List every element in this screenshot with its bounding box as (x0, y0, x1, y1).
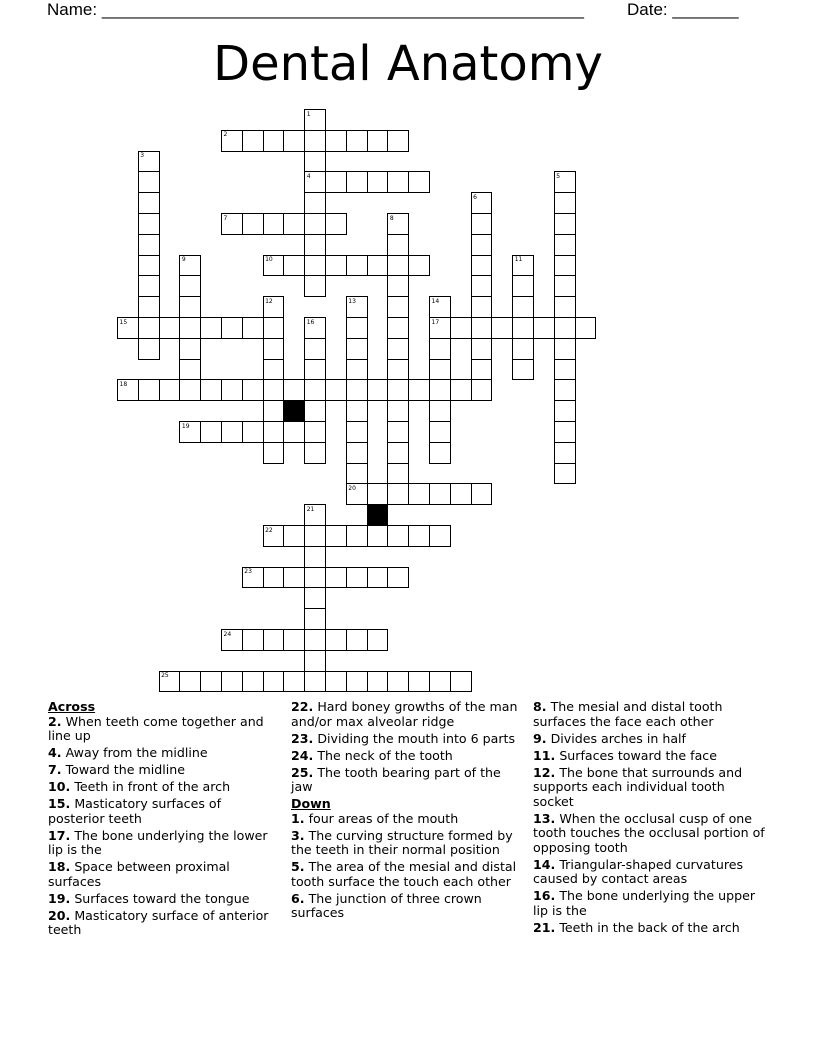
grid-cell[interactable] (387, 442, 409, 464)
grid-cell[interactable] (304, 671, 326, 693)
grid-cell[interactable] (367, 629, 389, 651)
grid-cell[interactable] (554, 400, 576, 422)
grid-cell[interactable] (387, 275, 409, 297)
grid-cell[interactable] (471, 296, 493, 318)
grid-cell[interactable] (325, 567, 347, 589)
clue-item-text: four areas of the mouth (304, 810, 459, 826)
clue-item (48, 763, 274, 778)
grid-cell[interactable] (554, 338, 576, 360)
clue-item-text: When teeth come together and line up (48, 713, 264, 743)
grid-cell[interactable] (429, 338, 451, 360)
clue-number: 22 (265, 526, 273, 534)
clue-item (533, 749, 765, 764)
clue-number: 16 (306, 318, 315, 326)
grid-cell[interactable] (387, 567, 409, 589)
grid-cell[interactable] (554, 379, 576, 401)
grid-cell[interactable] (304, 650, 326, 672)
grid-cell[interactable] (304, 192, 326, 214)
clue-item (533, 889, 765, 918)
clue-item-text: Dividing the mouth into 6 parts (313, 730, 516, 746)
clue-item (533, 812, 765, 856)
grid-cell[interactable] (429, 359, 451, 381)
grid-cell[interactable] (512, 359, 534, 381)
clue-item (291, 732, 523, 747)
grid-cell[interactable] (346, 130, 368, 152)
grid-cell[interactable] (554, 234, 576, 256)
grid-cell[interactable] (325, 671, 347, 693)
clue-item-text: Space between proximal surfaces (48, 859, 230, 889)
grid-cell[interactable] (200, 671, 222, 693)
clue-number: 5 (556, 172, 561, 180)
grid-cell[interactable] (450, 379, 472, 401)
clue-number: 17 (431, 318, 440, 326)
grid-cell[interactable] (408, 671, 430, 693)
grid-cell[interactable] (325, 379, 347, 401)
grid-cell[interactable] (283, 567, 305, 589)
grid-cell[interactable] (387, 421, 409, 443)
clue-number: 14 (431, 297, 440, 305)
across-heading: Across (48, 699, 96, 714)
grid-cell[interactable] (387, 400, 409, 422)
clue-item-number: 9. (533, 730, 547, 746)
clue-item (533, 858, 765, 887)
grid-cell[interactable] (263, 359, 285, 381)
clue-item-number: 5. (291, 859, 305, 874)
grid-cell[interactable] (138, 171, 160, 193)
grid-cell[interactable] (221, 379, 243, 401)
clue-item (533, 732, 765, 747)
grid-cell[interactable] (283, 629, 305, 651)
grid-cell[interactable] (429, 483, 451, 505)
grid-cell[interactable] (138, 234, 160, 256)
grid-cell[interactable] (304, 587, 326, 609)
grid-cell[interactable] (387, 359, 409, 381)
clue-item (291, 860, 523, 889)
grid-cell[interactable] (408, 171, 430, 193)
clue-item-text: Masticatory surfaces of posterior teeth (48, 796, 222, 826)
clue-number: 7 (223, 214, 228, 222)
grid-cell[interactable] (304, 234, 326, 256)
clue-item-number: 18. (48, 859, 71, 874)
clue-item (48, 892, 274, 907)
grid-cell[interactable] (554, 255, 576, 277)
grid-cell[interactable] (471, 379, 493, 401)
grid-cell[interactable] (242, 213, 264, 235)
clue-item (48, 829, 274, 858)
grid-cell[interactable] (304, 442, 326, 464)
grid-cell[interactable] (138, 379, 160, 401)
grid-cell[interactable] (283, 671, 305, 693)
grid-cell[interactable] (263, 213, 285, 235)
clue-item-number: 19. (48, 890, 71, 906)
clue-item-number: 15. (48, 796, 71, 811)
grid-cell[interactable] (138, 192, 160, 214)
clue-item-number: 24. (291, 747, 314, 763)
grid-cell[interactable] (367, 671, 389, 693)
grid-cell[interactable] (367, 525, 389, 547)
grid-cell[interactable] (387, 483, 409, 505)
grid-cell[interactable] (429, 379, 451, 401)
clue-item-number: 7. (48, 762, 62, 777)
grid-cell[interactable] (346, 359, 368, 381)
grid-cell[interactable] (263, 567, 285, 589)
grid-cell[interactable] (179, 671, 201, 693)
grid-cell[interactable] (408, 379, 430, 401)
grid-cell[interactable] (554, 359, 576, 381)
grid-cell[interactable] (304, 400, 326, 422)
clue-item-number: 6. (291, 890, 305, 906)
grid-cell[interactable] (200, 379, 222, 401)
clue-item-text: The tooth bearing part of the jaw (291, 764, 501, 794)
grid-cell[interactable] (346, 400, 368, 422)
grid-cell[interactable] (575, 317, 597, 339)
grid-cell[interactable] (304, 255, 326, 277)
grid-cell[interactable] (408, 525, 430, 547)
page-title: Dental Anatomy (213, 36, 603, 92)
clue-number: 6 (473, 193, 477, 201)
clue-number: 11 (514, 256, 523, 264)
grid-cell[interactable] (408, 255, 430, 277)
grid-cell[interactable] (179, 296, 201, 318)
clue-item (48, 746, 274, 761)
clue-number: 20 (348, 484, 356, 492)
grid-cell[interactable] (242, 421, 264, 443)
grid-cell[interactable] (554, 192, 576, 214)
clue-item (48, 860, 274, 889)
clue-number: 15 (119, 318, 128, 326)
grid-cell[interactable] (512, 317, 534, 339)
grid-cell[interactable] (179, 379, 201, 401)
clue-item-text: The mesial and distal tooth surfaces the face each other (533, 699, 723, 729)
grid-cell[interactable] (179, 317, 201, 339)
clue-item-text: Hard boney growths of the man and/or max alveolar ridge (291, 699, 518, 729)
clue-item-text: Surfaces toward the tongue (70, 890, 250, 906)
clue-item-text: The bone underlying the lower lip is the (48, 827, 268, 857)
clue-item (533, 700, 765, 729)
clue-item-text: The bone underlying the upper lip is the (533, 888, 756, 918)
grid-cell[interactable] (325, 213, 347, 235)
grid-cell[interactable] (304, 546, 326, 568)
clue-item (533, 921, 765, 936)
grid-cell[interactable] (346, 567, 368, 589)
grid-cell[interactable] (450, 671, 472, 693)
grid-cell[interactable] (283, 255, 305, 277)
grid-cell[interactable] (263, 338, 285, 360)
grid-cell[interactable] (346, 442, 368, 464)
clue-item (291, 749, 523, 764)
clue-item (48, 909, 274, 938)
clue-item (291, 892, 523, 921)
clue-item-number: 22. (291, 699, 314, 714)
grid-cell[interactable] (471, 338, 493, 360)
grid-cell[interactable] (346, 463, 368, 485)
clue-item (48, 780, 274, 795)
grid-cell[interactable] (242, 130, 264, 152)
grid-cell[interactable] (346, 338, 368, 360)
clue-column-1 (48, 700, 274, 940)
grid-cell[interactable] (346, 379, 368, 401)
grid-cell[interactable] (242, 317, 264, 339)
clue-item-number: 4. (48, 745, 62, 760)
grid-cell[interactable] (304, 130, 326, 152)
grid-cell[interactable] (346, 525, 368, 547)
grid-cell[interactable] (304, 213, 326, 235)
clue-number: 10 (265, 256, 273, 264)
clue-item (291, 766, 523, 795)
grid-cell[interactable] (429, 671, 451, 693)
clue-item-number: 25. (291, 764, 314, 780)
clue-number: 24 (223, 630, 232, 638)
grid-cell[interactable] (283, 525, 305, 547)
grid-cell[interactable] (387, 130, 409, 152)
grid-cell[interactable] (242, 671, 264, 693)
grid-cell[interactable] (138, 275, 160, 297)
grid-cell[interactable] (367, 483, 389, 505)
clue-number: 4 (306, 172, 311, 180)
clue-item-number: 12. (533, 764, 556, 780)
clue-column-3 (533, 700, 765, 938)
grid-cell[interactable] (283, 130, 305, 152)
grid-cell[interactable] (221, 317, 243, 339)
grid-cell[interactable] (554, 421, 576, 443)
clue-item-text: When the occlusal cusp of one tooth touches the occlusal portion of opposing tooth (533, 810, 765, 855)
grid-cell[interactable] (512, 275, 534, 297)
clue-number: 21 (306, 505, 315, 513)
grid-cell[interactable] (367, 567, 389, 589)
grid-cell[interactable] (221, 671, 243, 693)
name-label: Name: (47, 0, 98, 19)
grid-cell[interactable] (554, 213, 576, 235)
grid-cell[interactable] (367, 130, 389, 152)
grid-cell[interactable] (325, 171, 347, 193)
grid-cell[interactable] (387, 171, 409, 193)
grid-cell[interactable] (200, 421, 222, 443)
grid-cell[interactable] (471, 317, 493, 339)
grid-cell[interactable] (491, 317, 513, 339)
clue-item-number: 17. (48, 827, 71, 843)
grid-cell[interactable] (304, 421, 326, 443)
name-line: ___________________________________________________ (101, 0, 584, 19)
clue-item-number: 16. (533, 888, 556, 903)
grid-cell[interactable] (283, 213, 305, 235)
clue-item-text: Masticatory surface of anterior teeth (48, 907, 269, 937)
clue-item-number: 2. (48, 713, 62, 729)
grid-cell[interactable] (283, 379, 305, 401)
grid-cell[interactable] (450, 483, 472, 505)
grid-cell[interactable] (387, 525, 409, 547)
clue-item-text: Triangular-shaped curvatures caused by contact areas (533, 856, 744, 886)
grid-cell[interactable] (471, 255, 493, 277)
grid-cell[interactable] (304, 275, 326, 297)
clue-number: 25 (161, 672, 169, 680)
clue-number: 8 (389, 214, 394, 222)
grid-cell[interactable] (304, 567, 326, 589)
grid-cell[interactable] (304, 359, 326, 381)
grid-cell[interactable] (179, 338, 201, 360)
grid-cell[interactable] (263, 629, 285, 651)
clue-item (533, 766, 765, 810)
grid-cell[interactable] (325, 629, 347, 651)
clue-item (291, 829, 523, 858)
grid-cell[interactable] (242, 379, 264, 401)
down-heading: Down (291, 796, 331, 811)
grid-cell[interactable] (387, 338, 409, 360)
across-clues-continued (291, 700, 523, 795)
grid-cell[interactable] (387, 234, 409, 256)
clue-item-text: The area of the mesial and distal tooth surface the touch each other (291, 859, 517, 889)
grid-cell[interactable] (367, 255, 389, 277)
grid-cell[interactable] (179, 275, 201, 297)
grid-cell[interactable] (471, 359, 493, 381)
grid-cell[interactable] (138, 338, 160, 360)
grid-cell[interactable] (429, 421, 451, 443)
grid-cell[interactable] (242, 629, 264, 651)
down-clues-continued (533, 700, 765, 935)
grid-cell[interactable] (471, 234, 493, 256)
grid-cell[interactable] (200, 317, 222, 339)
grid-cell[interactable] (450, 317, 472, 339)
clue-item-text: The bone that surrounds and supports each individual tooth socket (533, 764, 743, 809)
date-line: _______ (672, 0, 739, 19)
grid-cell[interactable] (138, 255, 160, 277)
grid-cell[interactable] (346, 629, 368, 651)
clue-item-text: Teeth in front of the arch (70, 779, 231, 794)
down-clues (291, 812, 523, 921)
clue-number: 12 (265, 297, 273, 305)
grid-cell[interactable] (387, 255, 409, 277)
grid-cell[interactable] (263, 421, 285, 443)
clue-item-number: 11. (533, 747, 556, 763)
grid-cell[interactable] (367, 379, 389, 401)
grid-cell[interactable] (304, 338, 326, 360)
clue-item-number: 8. (533, 699, 547, 714)
clue-item-number: 20. (48, 907, 71, 923)
clue-column-2 (291, 700, 523, 923)
grid-cell[interactable] (179, 359, 201, 381)
grid-cell[interactable] (346, 421, 368, 443)
grid-cell[interactable] (471, 213, 493, 235)
grid-cell[interactable] (263, 317, 285, 339)
grid-cell[interactable] (346, 317, 368, 339)
grid-cell[interactable] (263, 400, 285, 422)
clue-item-text: Away from the midline (61, 745, 208, 760)
grid-cell[interactable] (304, 608, 326, 630)
grid-cell[interactable] (304, 151, 326, 173)
grid-cell[interactable] (512, 338, 534, 360)
clue-number: 18 (119, 380, 128, 388)
grid-cell[interactable] (554, 442, 576, 464)
grid-cell[interactable] (346, 671, 368, 693)
clue-item-number: 3. (291, 827, 305, 843)
black-square (283, 400, 305, 422)
grid-cell[interactable] (387, 671, 409, 693)
grid-cell[interactable] (387, 463, 409, 485)
clue-item-text: The junction of three crown surfaces (291, 890, 482, 920)
grid-cell[interactable] (263, 379, 285, 401)
grid-cell[interactable] (554, 317, 576, 339)
clue-item (291, 700, 523, 729)
clue-item (48, 715, 274, 744)
grid-cell[interactable] (512, 296, 534, 318)
clue-number: 23 (244, 568, 252, 576)
grid-cell[interactable] (346, 255, 368, 277)
grid-cell[interactable] (367, 171, 389, 193)
across-clues (48, 715, 274, 938)
clue-item-number: 13. (533, 810, 556, 826)
clue-number: 19 (181, 422, 190, 430)
clue-item-text: Surfaces toward the face (555, 747, 717, 763)
grid-cell[interactable] (263, 671, 285, 693)
grid-cell[interactable] (325, 255, 347, 277)
clue-item-number: 23. (291, 730, 314, 746)
grid-cell[interactable] (304, 629, 326, 651)
grid-cell[interactable] (554, 296, 576, 318)
grid-cell[interactable] (304, 525, 326, 547)
grid-cell[interactable] (283, 421, 305, 443)
grid-cell[interactable] (471, 483, 493, 505)
grid-cell[interactable] (346, 171, 368, 193)
grid-cell[interactable] (159, 317, 181, 339)
grid-cell[interactable] (554, 275, 576, 297)
grid-cell[interactable] (429, 442, 451, 464)
grid-cell[interactable] (138, 213, 160, 235)
grid-cell[interactable] (325, 130, 347, 152)
grid-cell[interactable] (325, 525, 347, 547)
grid-cell[interactable] (408, 483, 430, 505)
clue-item-number: 10. (48, 779, 71, 794)
clue-item-text: Divides arches in half (546, 730, 686, 746)
grid-cell[interactable] (387, 296, 409, 318)
clue-item-text: The curving structure formed by the teeth in their normal position (291, 827, 513, 857)
clue-item-text: The neck of the tooth (313, 747, 453, 763)
clue-number: 3 (140, 152, 145, 160)
clue-item-text: Toward the midline (61, 762, 185, 777)
grid-cell[interactable] (429, 525, 451, 547)
grid-cell[interactable] (138, 317, 160, 339)
clue-item-number: 14. (533, 856, 556, 872)
grid-cell[interactable] (263, 442, 285, 464)
clue-item-number: 1. (291, 810, 305, 826)
grid-cell[interactable] (159, 379, 181, 401)
clue-item-number: 21. (533, 919, 556, 935)
grid-cell[interactable] (387, 317, 409, 339)
grid-cell[interactable] (387, 379, 409, 401)
grid-cell[interactable] (429, 400, 451, 422)
clue-number: 13 (348, 297, 356, 305)
grid-cell[interactable] (533, 317, 555, 339)
grid-cell[interactable] (471, 275, 493, 297)
clue-number: 2 (223, 131, 228, 139)
date-label: Date: (627, 0, 668, 19)
grid-cell[interactable] (221, 421, 243, 443)
black-square (367, 504, 389, 526)
clue-item (291, 812, 523, 827)
grid-cell[interactable] (304, 379, 326, 401)
clue-number: 1 (306, 110, 311, 118)
grid-cell[interactable] (138, 296, 160, 318)
grid-cell[interactable] (554, 463, 576, 485)
clue-item-text: Teeth in the back of the arch (555, 919, 740, 935)
clue-number: 9 (181, 256, 186, 264)
grid-cell[interactable] (263, 130, 285, 152)
clue-item (48, 797, 274, 826)
